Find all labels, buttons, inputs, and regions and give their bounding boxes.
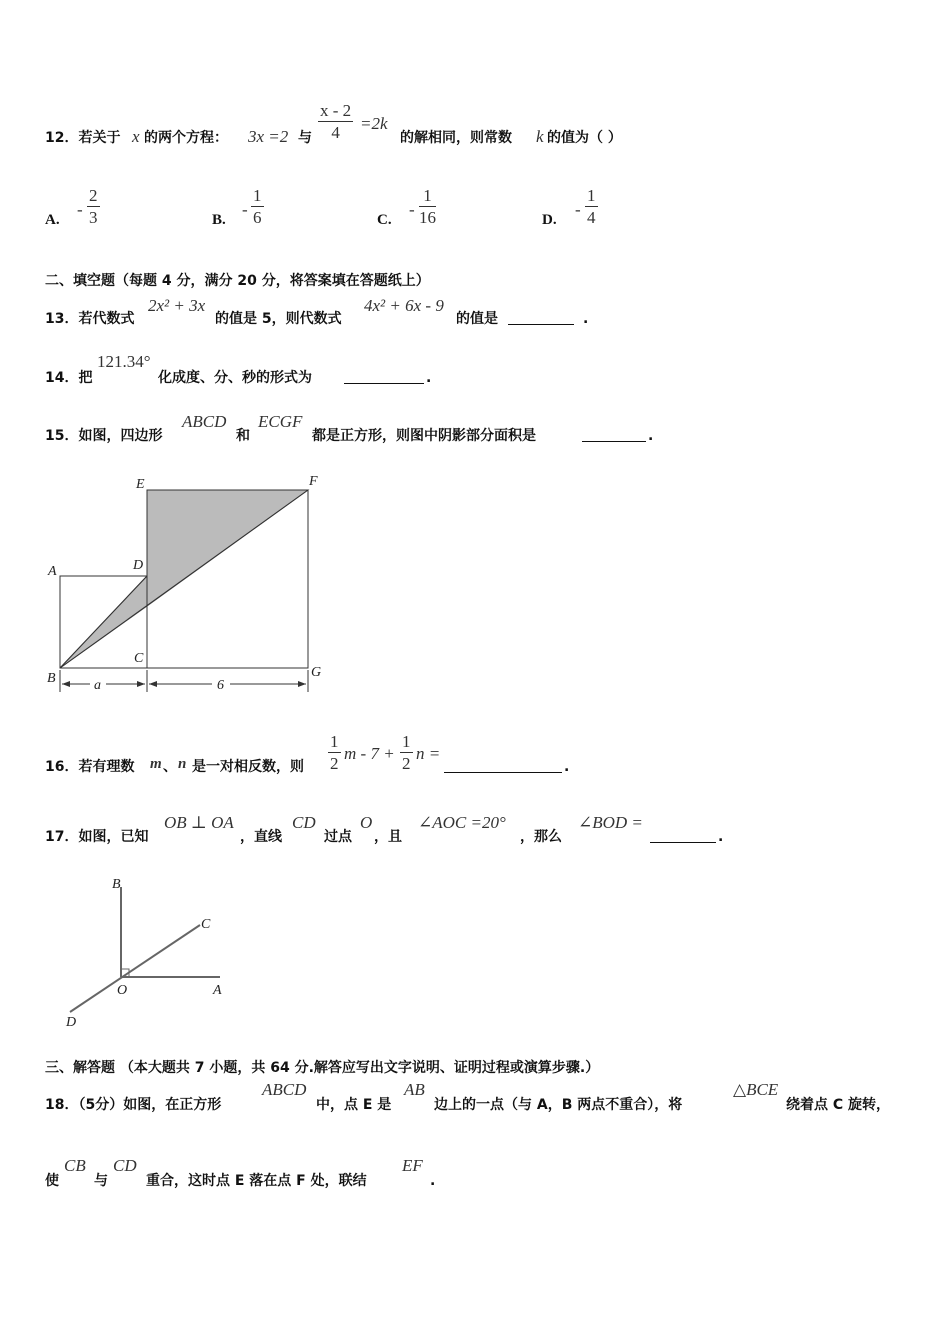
q18-text-6: 与 bbox=[94, 1173, 108, 1189]
numerator: 1 bbox=[330, 732, 339, 751]
denominator: 4 bbox=[331, 123, 340, 142]
q15-end: . bbox=[648, 428, 654, 444]
q13-end: . bbox=[583, 311, 589, 327]
label-g: G bbox=[311, 665, 322, 680]
label-e: E bbox=[136, 477, 145, 492]
option-label: B. bbox=[212, 212, 226, 228]
q12-var-k: k bbox=[536, 127, 544, 146]
q12-text-2: 的两个方程： bbox=[144, 130, 228, 146]
q15-text-2: 和 bbox=[236, 428, 250, 444]
option-sign: - bbox=[77, 200, 83, 219]
option-sign: - bbox=[575, 200, 581, 219]
label-b: B bbox=[47, 671, 56, 686]
q13-text-3: 的值是 bbox=[456, 311, 498, 327]
arrow-head bbox=[298, 681, 306, 687]
label-d: D bbox=[66, 1015, 77, 1030]
numerator: 2 bbox=[89, 186, 98, 205]
q12-text-5: 的值为（ ） bbox=[547, 130, 622, 146]
label-a: A bbox=[48, 564, 57, 579]
numerator: 1 bbox=[253, 186, 262, 205]
q16-var-n: n bbox=[178, 756, 187, 772]
q13-math-2: 4x² + 6x - 9 bbox=[364, 296, 444, 315]
q12-text-4: 的解相同，则常数 bbox=[400, 130, 512, 146]
q18-text-1: 18．（5分）如图，在正方形 bbox=[45, 1097, 222, 1113]
q16-half-2 bbox=[400, 732, 413, 775]
q15-text-3: 都是正方形，则图中阴影部分面积是 bbox=[312, 428, 536, 444]
option-label: D. bbox=[542, 212, 557, 228]
numerator: 1 bbox=[402, 732, 411, 751]
q16-answer-blank[interactable] bbox=[444, 758, 562, 773]
label-c: C bbox=[134, 651, 144, 666]
q17-math-3: O bbox=[360, 813, 373, 832]
q18-math-1: ABCD bbox=[262, 1080, 307, 1099]
label-a: A bbox=[213, 983, 222, 998]
label-length-a: a bbox=[94, 678, 101, 693]
q17-text-4: ，且 bbox=[374, 829, 402, 845]
q17-text-3: 过点 bbox=[324, 829, 352, 845]
denominator: 2 bbox=[402, 754, 411, 773]
q14-text-2: 化成度、分、秒的形式为 bbox=[158, 370, 312, 386]
q18-text-5: 使 bbox=[45, 1173, 59, 1189]
numerator: 1 bbox=[587, 186, 596, 205]
q12-text-3: 与 bbox=[298, 130, 312, 146]
q15-text-1: 15．如图，四边形 bbox=[45, 428, 163, 444]
q18-text-7: 重合，这时点 E 落在点 F 处，联结 bbox=[146, 1173, 367, 1189]
q18-math-5: CD bbox=[113, 1156, 137, 1175]
denominator: 3 bbox=[89, 208, 98, 227]
q18-text-3: 边上的一点（与 A，B 两点不重合），将 bbox=[434, 1097, 683, 1113]
numerator: 1 bbox=[419, 186, 436, 207]
q16-expr-mid: m - 7 + bbox=[344, 744, 395, 763]
denominator: 6 bbox=[253, 208, 262, 227]
arrow-head bbox=[149, 681, 157, 687]
q12-text-1: 12．若关于 bbox=[45, 130, 121, 146]
q15-math-1: ABCD bbox=[182, 412, 227, 431]
label-d: D bbox=[133, 558, 144, 573]
option-label: A. bbox=[45, 212, 60, 228]
denominator: 4 bbox=[587, 208, 596, 227]
denominator: 16 bbox=[419, 208, 436, 227]
denominator: 2 bbox=[330, 754, 339, 773]
numerator: x - 2 bbox=[320, 101, 352, 120]
q18-end: . bbox=[430, 1173, 436, 1189]
label-length-6: 6 bbox=[217, 678, 224, 693]
q17-text-5: ，那么 bbox=[520, 829, 562, 845]
q14-math: 121.34° bbox=[97, 352, 151, 371]
q13-math-1: 2x² + 3x bbox=[148, 296, 206, 315]
figure-angles bbox=[65, 877, 222, 1030]
arrow-head bbox=[137, 681, 145, 687]
q17-math-4: ∠AOC =20° bbox=[418, 813, 506, 832]
line-cd bbox=[70, 925, 200, 1012]
section-2-heading: 二、填空题（每题 4 分，满分 20 分，将答案填在答题纸上） bbox=[45, 273, 430, 289]
q18-text-2: 中，点 E 是 bbox=[316, 1097, 392, 1113]
q16-end: . bbox=[564, 759, 570, 775]
q16-var-m: m bbox=[150, 756, 162, 772]
q17-math-2: CD bbox=[292, 813, 316, 832]
arrow-head bbox=[62, 681, 70, 687]
label-o: O bbox=[117, 983, 128, 998]
q16-text-1: 16．若有理数 bbox=[45, 759, 135, 775]
option-label: C. bbox=[377, 212, 392, 228]
q12-eq2-rhs: =2k bbox=[360, 114, 388, 133]
label-b: B bbox=[112, 877, 121, 892]
q14-end: . bbox=[426, 370, 432, 386]
q12-var-x: x bbox=[132, 127, 140, 146]
label-c: C bbox=[201, 917, 211, 932]
q17-answer-blank[interactable] bbox=[650, 828, 716, 843]
q18-math-2: AB bbox=[404, 1080, 425, 1099]
q17-math-1: OB ⊥ OA bbox=[164, 813, 234, 832]
q16-text-3: 是一对相反数，则 bbox=[192, 759, 304, 775]
option-sign: - bbox=[409, 200, 415, 219]
q16-half-1 bbox=[328, 732, 341, 775]
q14-text-1: 14．把 bbox=[45, 370, 93, 386]
q12-eq1: 3x =2 bbox=[248, 127, 289, 146]
q13-text-1: 13．若代数式 bbox=[45, 311, 135, 327]
q17-text-2: ，直线 bbox=[240, 829, 282, 845]
q16-text-2: 、 bbox=[163, 759, 177, 775]
q16-expr-end: n = bbox=[416, 744, 441, 763]
q18-math-4: CB bbox=[64, 1156, 86, 1175]
q18-text-4: 绕着点 C 旋转， bbox=[786, 1097, 891, 1113]
q18-math-6: EF bbox=[402, 1156, 423, 1175]
q13-text-2: 的值是 5，则代数式 bbox=[215, 311, 342, 327]
section-3-heading: 三、解答题 （本大题共 7 小题，共 64 分.解答应写出文字说明、证明过程或演算步骤.） bbox=[45, 1060, 600, 1076]
q17-end: . bbox=[718, 829, 724, 845]
q18-math-3: △BCE bbox=[733, 1080, 779, 1099]
q17-text-1: 17．如图，已知 bbox=[45, 829, 149, 845]
option-sign: - bbox=[242, 200, 248, 219]
q17-math-5: ∠BOD = bbox=[578, 813, 643, 832]
label-f: F bbox=[309, 474, 318, 489]
q15-math-2: ECGF bbox=[258, 412, 303, 431]
